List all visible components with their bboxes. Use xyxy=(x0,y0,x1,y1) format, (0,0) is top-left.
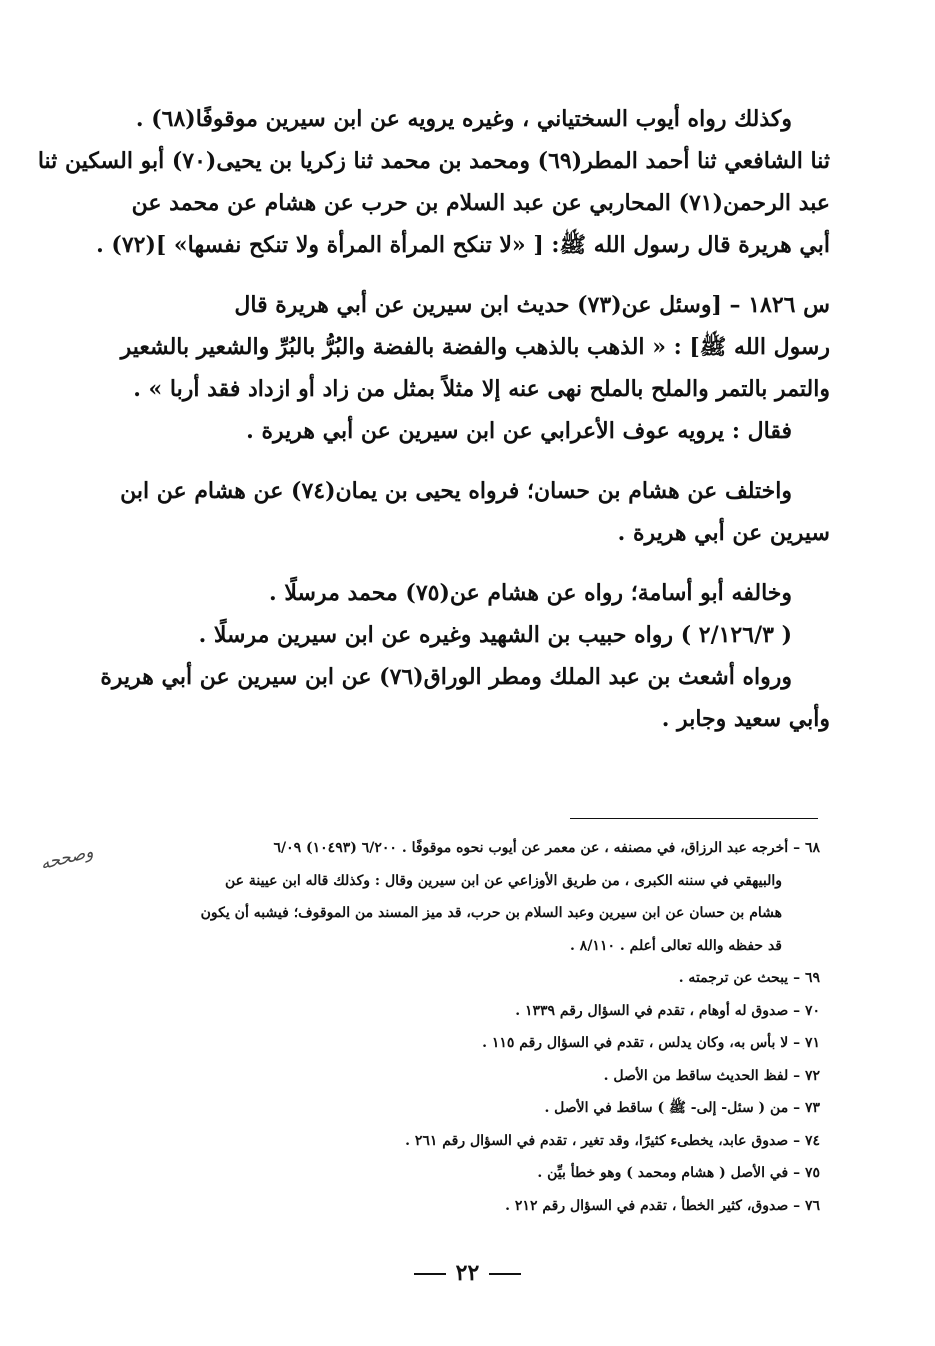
footnote-line: ٦٨ – أخرجه عبد الرزاق، في مصنفه ، عن معمر عن أيوب نحوه موقوفًا . ٦/٢٠٠ (١٠٤٩٣) ٦/٠٩ xyxy=(273,840,820,856)
footnote xyxy=(100,832,820,962)
page-number: ٢٢ xyxy=(455,1260,480,1286)
text-line: أبي هريرة قال رسول الله ﷺ: [ «لا تنكح المرأة المرأة ولا تنكح نفسها» ](٧٢) . xyxy=(96,232,830,258)
footnote-line: هشام بن حسان عن ابن سيرين وعبد السلام بن حرب، قد ميز المسند من الموقوف؛ فيشبه أن يكون xyxy=(200,905,782,921)
footnote xyxy=(100,1027,820,1060)
text-line: س ١٨٢٦ – [وسئل عن(٧٣) حديث ابن سيرين عن أبي هريرة قال xyxy=(234,292,830,318)
footnote-line: ٧٦ – صدوق، كثير الخطأ ، تقدم في السؤال رقم ٢١٢ . xyxy=(505,1197,820,1214)
main-text xyxy=(37,98,830,740)
footnote-line: والبيهقي في سننه الكبرى ، من طريق الأوزاعي عن ابن سيرين وقال : وكذلك قاله ابن عيينة عن xyxy=(225,872,782,889)
footnote xyxy=(100,1060,820,1093)
footnote-line: ٧٤ – صدوق عابد، يخطىء كثيرًا، وقد تغير ، تقدم في السؤال رقم ٢٦١ . xyxy=(405,1132,820,1149)
footnote xyxy=(100,1092,820,1125)
text-line: وخالفه أبو أسامة؛ رواه عن هشام عن(٧٥) محمد مرسلًا . xyxy=(269,580,792,606)
text-line: ورواه أشعث بن عبد الملك ومطر الوراق(٧٦) عن ابن سيرين عن أبي هريرة xyxy=(100,664,792,690)
footnotes xyxy=(100,832,820,1222)
footnote-line: ٧٥ – في الأصل ( هشام ومحمد ) وهو خطأ بيِّن . xyxy=(537,1165,820,1181)
text-line: والتمر بالتمر والملح بالملح نهى عنه إلا مثلاً بمثل من زاد أو ازداد فقد أربا » . xyxy=(133,376,830,402)
text-line: ( ٢/١٢٦/٣ ) رواه حبيب بن الشهيد وغيره عن ابن سيرين مرسلًا . xyxy=(198,622,792,648)
footnote xyxy=(100,1157,820,1190)
footnote-line: ٧١ – لا بأس به، وكان يدلس ، تقدم في السؤال رقم ١١٥ . xyxy=(482,1035,820,1051)
footnote-line: ٧٢ – لفظ الحديث ساقط من الأصل . xyxy=(603,1067,820,1084)
footnote xyxy=(100,1125,820,1158)
text-line: ثنا الشافعي ثنا أحمد المطر(٦٩) ومحمد بن محمد ثنا زكريا بن يحيى(٧٠) أبو السكين ثنا xyxy=(37,148,830,174)
page-footer xyxy=(0,1260,935,1286)
text-line: رسول الله ﷺ] : « الذهب بالذهب والفضة بالفضة والبُرُّ بالبُرِّ والشعير بالشعير xyxy=(120,334,830,360)
text-line: عبد الرحمن(٧١) المحاربي عن عبد السلام بن حرب عن هشام عن محمد عن xyxy=(131,190,830,216)
handwritten-annotation: وصححه xyxy=(38,841,96,875)
footnote-line: ٧٠ – صدوق له أوهام ، تقدم في السؤال رقم ١٣٣٩ . xyxy=(515,1002,820,1019)
footer-dash-left xyxy=(414,1273,446,1275)
text-line: سيرين عن أبي هريرة . xyxy=(617,520,830,546)
footnote xyxy=(100,1190,820,1223)
paragraph-gap xyxy=(100,554,830,572)
footnote-separator xyxy=(570,818,818,819)
footnote-line: قد حفظه والله تعالى أعلم . ٨/١١٠ . xyxy=(570,937,782,954)
text-line: فقال : يرويه عوف الأعرابي عن ابن سيرين عن أبي هريرة . xyxy=(246,418,792,444)
footer-dash-right xyxy=(489,1273,521,1275)
footnote xyxy=(100,962,820,995)
text-line: واختلف عن هشام بن حسان؛ فرواه يحيى بن يمان(٧٤) عن هشام عن ابن xyxy=(120,478,792,504)
footnote-line: ٦٩ – يبحث عن ترجمته . xyxy=(678,970,820,986)
paragraph-gap xyxy=(100,452,830,470)
text-line: وأبي سعيد وجابر . xyxy=(661,706,830,732)
footnote xyxy=(100,995,820,1028)
text-line: وكذلك رواه أيوب السختياني ، وغيره يرويه عن ابن سيرين موقوفًا(٦٨) . xyxy=(135,106,792,132)
footnote-line: ٧٣ – من ( سئل- إلى- ﷺ ) ساقط في الأصل . xyxy=(544,1100,820,1116)
paragraph-gap xyxy=(100,266,830,284)
